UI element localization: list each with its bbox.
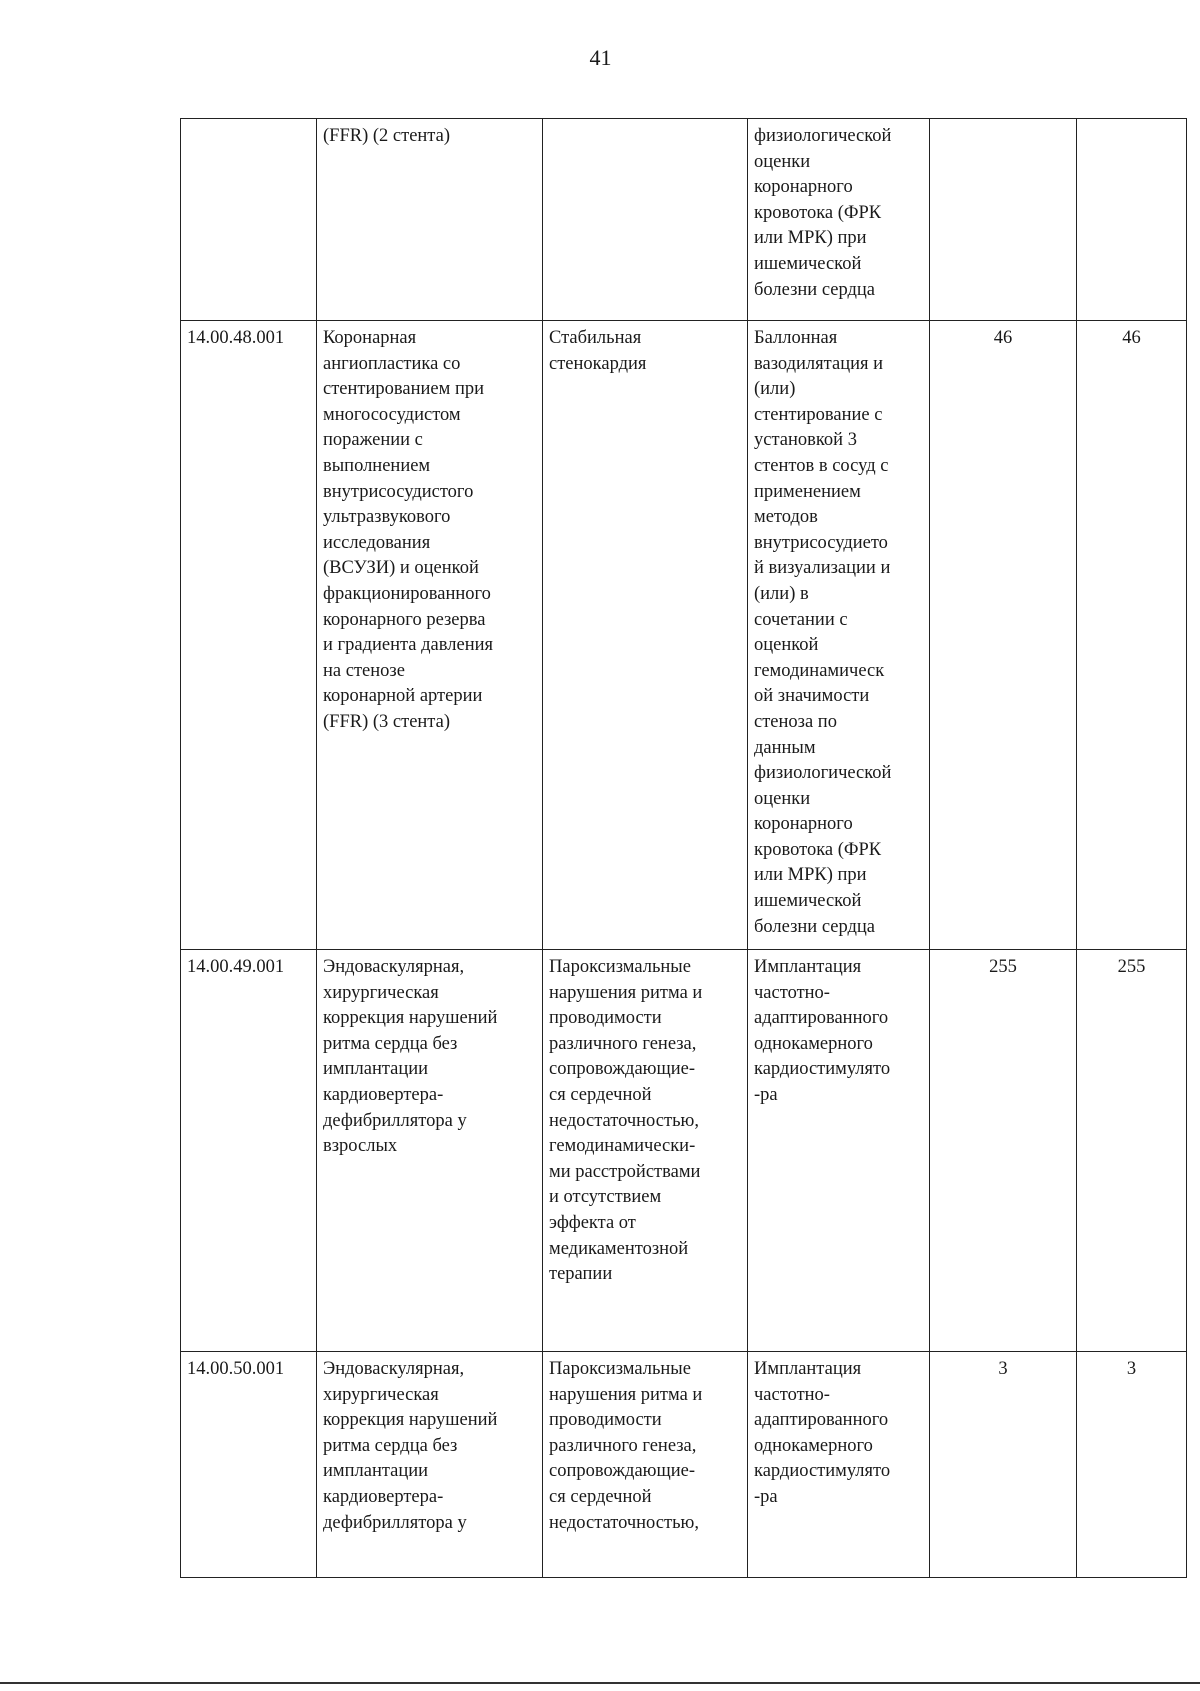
- service-name-cell: Коронарная ангиопластика со стентированием при многососудистом поражении с выполнением внутрисосудистого ультразвукового исследования (ВСУЗИ) и оценкой фракционированного коронарного резерва и градиента давления на стенозе коронарной артерии (FFR) (3 стента): [317, 321, 543, 950]
- service-code-cell: 14.00.48.001: [181, 321, 317, 950]
- value-cell-1: 255: [930, 950, 1077, 1352]
- value-cell-2: 255: [1077, 950, 1187, 1352]
- treatment-method-cell: Баллонная вазодилятация и (или) стентирование с установкой 3 стентов в сосуд с применением методов внутрисосудието й визуализации и (или) в сочетании с оценкой гемодинамическ ой значимости стеноза по данным физиологической оценки коронарного кровотока (ФРК или МРК) при ишемической болезни сердца: [748, 321, 930, 950]
- service-code-cell: 14.00.49.001: [181, 950, 317, 1352]
- diagnosis-cell: Пароксизмальные нарушения ритма и проводимости различного генеза, сопровождающие- ся сердечной недостаточностью,: [543, 1352, 748, 1578]
- footer-rule: [0, 1682, 1200, 1684]
- service-name-cell: (FFR) (2 стента): [317, 119, 543, 321]
- value-cell-2: [1077, 119, 1187, 321]
- page-number: [0, 44, 1200, 72]
- treatment-method-cell: Имплантация частотно- адаптированного однокамерного кардиостимулято -ра: [748, 1352, 930, 1578]
- treatment-method-cell: Имплантация частотно- адаптированного однокамерного кардиостимулято -ра: [748, 950, 930, 1352]
- diagnosis-cell: [543, 119, 748, 321]
- value-cell-2: 3: [1077, 1352, 1187, 1578]
- value-cell-1: 3: [930, 1352, 1077, 1578]
- table-row: [181, 321, 1187, 950]
- page-number-text: 41: [589, 45, 612, 70]
- value-cell-1: [930, 119, 1077, 321]
- service-name-cell: Эндоваскулярная, хирургическая коррекция нарушений ритма сердца без имплантации кардиовертера- дефибриллятора у: [317, 1352, 543, 1578]
- medical-services-table: [180, 118, 1187, 1578]
- value-cell-2: 46: [1077, 321, 1187, 950]
- treatment-method-cell: физиологической оценки коронарного кровотока (ФРК или МРК) при ишемической болезни сердца: [748, 119, 930, 321]
- table-row: [181, 119, 1187, 321]
- service-name-cell: Эндоваскулярная, хирургическая коррекция нарушений ритма сердца без имплантации кардиовертера- дефибриллятора у взрослых: [317, 950, 543, 1352]
- service-code-cell: [181, 119, 317, 321]
- diagnosis-cell: Стабильная стенокардия: [543, 321, 748, 950]
- value-cell-1: 46: [930, 321, 1077, 950]
- diagnosis-cell: Пароксизмальные нарушения ритма и проводимости различного генеза, сопровождающие- ся сердечной недостаточностью, гемодинамически- ми расстройствами и отсутствием эффекта от медикаментозной терапии: [543, 950, 748, 1352]
- service-code-cell: 14.00.50.001: [181, 1352, 317, 1578]
- table-row: [181, 950, 1187, 1352]
- table-row: [181, 1352, 1187, 1578]
